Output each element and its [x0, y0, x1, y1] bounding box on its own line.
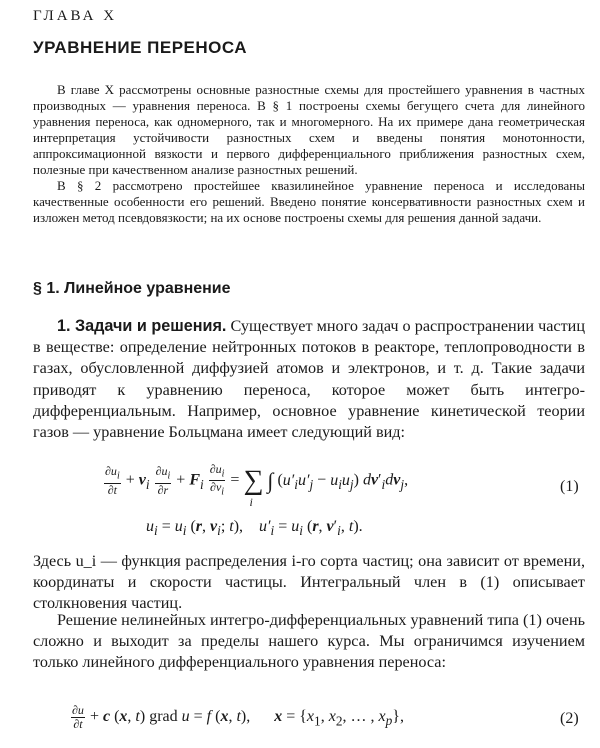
- chapter-label: ГЛАВА X: [33, 8, 118, 24]
- body-paragraph-3: [33, 610, 585, 674]
- body-paragraph-3-text: Решение нелинейных интегро-дифференциальных уравнений типа (1) очень сложно и выходит за пределы нашего курса. Мы ограничимся изучением только линейного дифференциального уравнения переноса:: [33, 611, 585, 672]
- body-paragraph-2: [33, 551, 585, 615]
- subsection-heading: 1. Задачи и решения.: [57, 317, 227, 335]
- equation-1-line-1: $\frac{\partial u_i}{\partial t}$ + $v_i$ $\frac{\partial u_i}{\partial r}$ + $F_i$ $\frac{\partial u_i}{\partial v_i}$ = ∑ i ∫ $(u'_iu'_j - u_iu_j)$ $dv'_idv_j$,: [105, 462, 409, 509]
- section-title: § 1. Линейное уравнение: [33, 280, 231, 297]
- body-paragraph-1: [33, 316, 585, 443]
- equation-2-number: (2): [560, 710, 579, 727]
- abstract-paragraph-2: В § 2 рассмотрено простейшее квазилинейное уравнение переноса и исследованы качественные особенности его решений. Введено понятие консервативности разностных схем и изложен метод псевдовязкости; на их основе построены схемы для решения данной задачи.: [33, 178, 585, 225]
- equation-2: $\frac{\partial u}{\partial t}$ + c (x, t) grad u = f (x, t), $x = \{x_1$, $x_2$, … , $x_p$},: [72, 703, 404, 731]
- chapter-abstract: [33, 82, 585, 226]
- chapter-title: УРАВНЕНИЕ ПЕРЕНОСА: [33, 38, 248, 57]
- equation-1-number: (1): [560, 478, 579, 495]
- body-paragraph-2-text: Здесь u_i — функция распределения i-го сорта частиц; она зависит от времени, координаты и скорости частицы. Интегральный член в (1) описывает столкновения частиц.: [33, 552, 585, 613]
- equation-1-line-2: $u_i = u_i$ (r, $v_i$; t), $u'_i = u_i$ (r, $v'_i$, t).: [146, 518, 363, 539]
- body-paragraph-1-text: Существует много задач о распространении частиц в веществе: определение нейтронных потоков в реакторе, теплопроводности в газах, обусловленной диффузией атомов и электронов, и т. д. Такие задачи приводят к уравнению переноса, которое может быть интегро-дифференциальным. Например, основное уравнение кинетической теории газов — уравнение Больцмана имеет следующий вид:: [33, 317, 585, 442]
- abstract-paragraph-1: В главе X рассмотрены основные разностные схемы для простейшего уравнения в частных производных — уравнения переноса. В § 1 построены схемы бегущего счета для линейного уравнения переноса, как одномерного, так и многомерного. На их примере дана геометрическая интерпретация устойчивости разностных схем и введены понятия монотонности, аппроксимационной вязкости и первого дифференциального приближения разностных схем, полезные при качественном анализе разностных решений.: [33, 82, 585, 177]
